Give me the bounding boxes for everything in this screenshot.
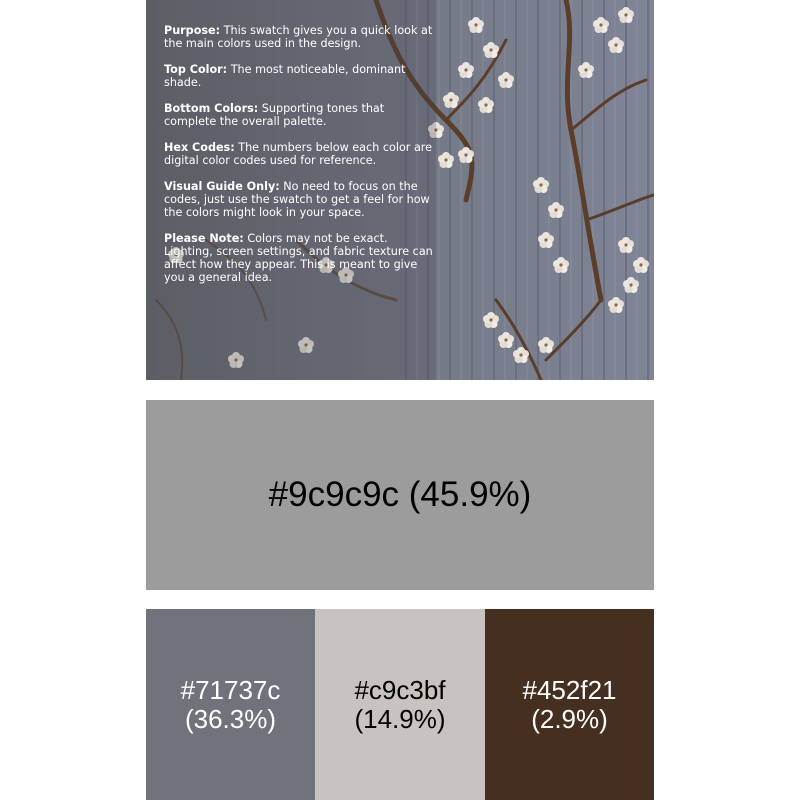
bottom-colors-label: Bottom Colors: <box>164 102 259 115</box>
bottom-colors-text: Supporting tones that complete the overall palette. <box>164 102 385 128</box>
product-photo <box>146 0 654 380</box>
bottom-colors-paragraph <box>164 102 434 128</box>
top-color-text: The most noticeable, dominant shade. <box>164 63 406 89</box>
visual-guide-paragraph <box>164 180 434 219</box>
please-note-paragraph <box>164 232 434 284</box>
secondary-color-percent: (14.9%) <box>354 703 446 734</box>
secondary-color-hex: #452f21 <box>522 674 617 705</box>
purpose-paragraph <box>164 24 434 50</box>
secondary-color-hex: #c9c3bf <box>354 674 446 705</box>
main-color-swatch <box>146 400 654 590</box>
purpose-text: This swatch gives you a quick look at the main colors used in the design. <box>164 24 433 50</box>
hex-codes-label: Hex Codes: <box>164 141 235 154</box>
visual-guide-label: Visual Guide Only: <box>164 180 280 193</box>
info-text-block <box>164 24 434 297</box>
secondary-color-percent: (36.3%) <box>184 703 277 734</box>
secondary-color-hex: #71737c <box>180 674 281 705</box>
secondary-color-swatch-1 <box>146 609 315 800</box>
hex-codes-text: The numbers below each color are digital color codes used for reference. <box>164 141 433 167</box>
hex-codes-paragraph <box>164 141 434 167</box>
purpose-label: Purpose: <box>164 24 221 37</box>
top-color-paragraph <box>164 63 434 89</box>
secondary-color-swatch-2 <box>315 609 485 800</box>
please-note-label: Please Note: <box>164 232 244 245</box>
main-color-label: #9c9c9c (45.9%) <box>268 475 532 514</box>
top-color-label: Top Color: <box>164 63 228 76</box>
secondary-color-percent: (2.9%) <box>531 703 608 734</box>
secondary-color-swatch-3 <box>485 609 654 800</box>
visual-guide-text: No need to focus on the codes, just use the swatch to get a feel for how the colors might look in your space. <box>164 180 430 219</box>
please-note-text: Colors may not be exact. Lighting, screen settings, and fabric texture can affect how they appear. This is meant to give you a general idea. <box>164 232 433 284</box>
